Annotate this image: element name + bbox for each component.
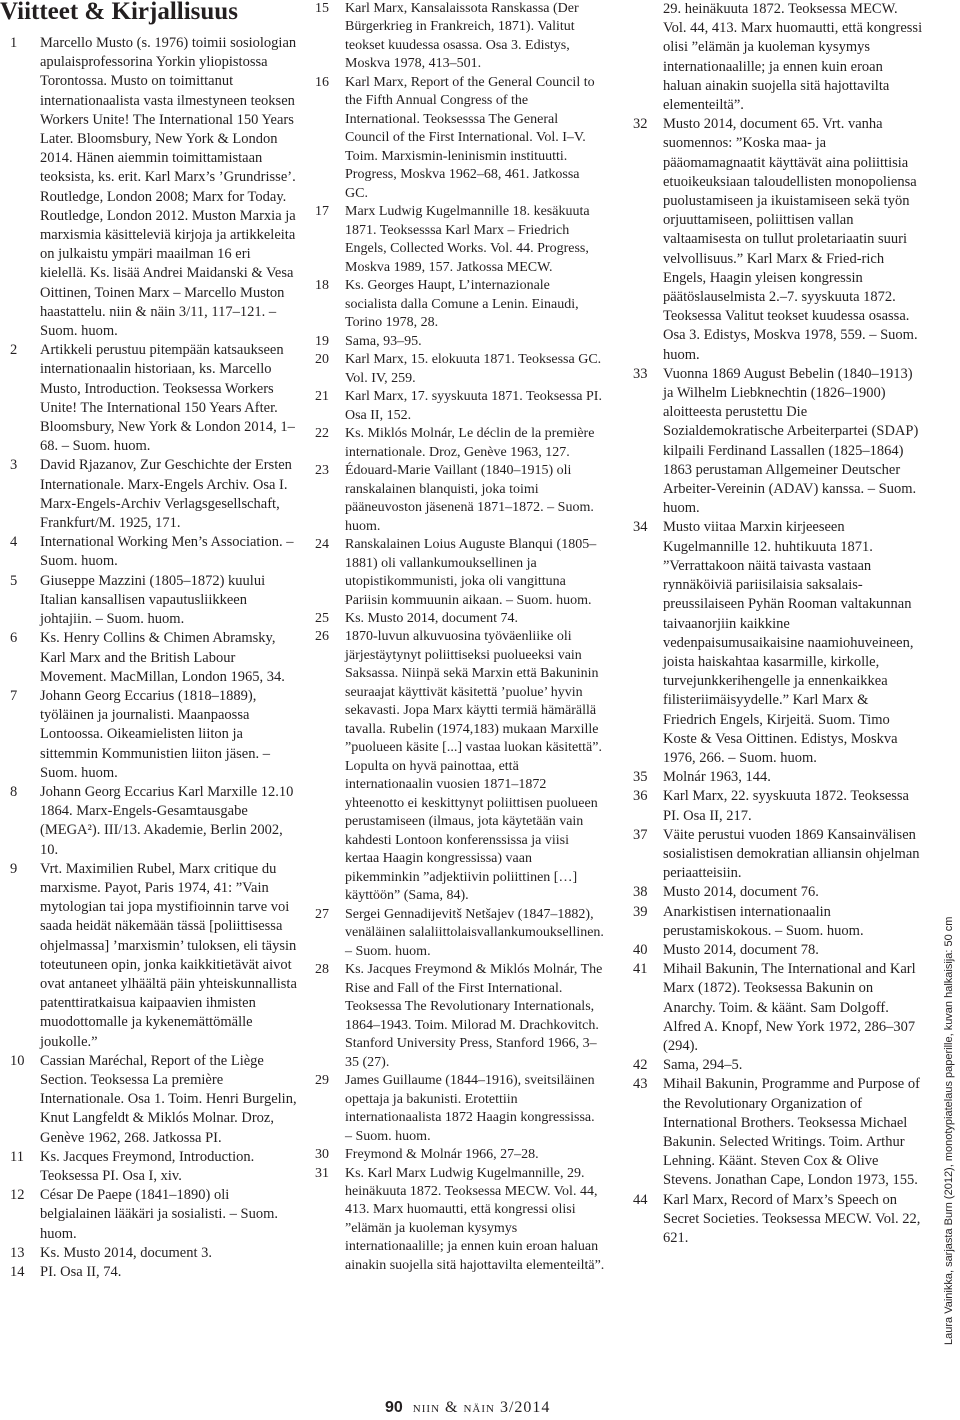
note-number: 41 [633,961,648,978]
note-number: 33 [633,365,648,382]
note-number: 42 [633,1057,648,1074]
note-number: 6 [10,630,18,647]
note-number: 3 [10,457,18,474]
note-text: Anarkistisen internationaalin perustamiskokous. – Suom. huom. [663,903,864,939]
note-text: Giuseppe Mazzini (1805–1872) kuului Italian kansallisen vapautusliikkeen johtajiin. – Suom. huom. [40,572,266,628]
note-number: 16 [315,74,329,90]
note-item [10,572,298,630]
note-item [10,34,298,341]
note-number: 43 [633,1076,648,1093]
note-item [315,203,605,277]
note-number: 38 [633,884,648,901]
note-item [633,365,923,519]
note-text: Ks. Jacques Freymond & Miklós Molnár, The Rise and Fall of the First International. Teoksessa The Revolutionary Internationals, 1864–1943. Toim. Milorad M. Drachkovitch. Stanford University Press, Stanford 1966, 3–35 (27). [345,962,603,1070]
note-text: Johann Georg Eccarius (1818–1889), työläinen ja journalisti. Maanpaossa Lontoossa. Oikeamielisten liiton ja sittemmin Kommunistien liiton jäsen. – Suom. huom. [40,687,270,781]
note-number: 18 [315,278,329,294]
note-number: 13 [10,1244,25,1261]
note-text: Ks. Miklós Molnár, Le déclin de la première internationale. Droz, Genève 1963, 127. [345,426,595,460]
note-number: 8 [10,783,18,800]
note-item [315,0,605,74]
note-text: Ks. Musto 2014, document 3. [40,1244,212,1261]
note-number: 27 [315,906,329,922]
note-number: 25 [315,610,329,626]
note-item [10,1186,298,1244]
note-number: 36 [633,788,648,805]
note-text: David Rjazanov, Zur Geschichte der Ersten Internationale. Marx-Engels Archiv. Osa I. Marx-Engels-Archiv Verlagsgesellschaft, Frankfurt/M. 1925, 171. [40,457,292,532]
note-text: César De Paepe (1841–1890) oli belgialainen lääkäri ja sosialisti. – Suom. huom. [40,1187,278,1242]
note-item [315,1072,605,1146]
note-item [315,74,605,203]
note-text: Ks. Henry Collins & Chimen Abramsky, Karl Marx and the British Labour Movement. MacMillan, London 1965, 34. [40,630,285,685]
note-item [10,1263,298,1282]
note-text: Väite perustui vuoden 1869 Kansainvälisen sosialistisen demokratian alliansin ohjelman periaatteisiin. [663,826,920,882]
note-item [633,941,923,960]
note-number: 29 [315,1073,329,1089]
note-item [315,277,605,332]
note-number: 23 [315,463,329,479]
note-number: 31 [315,1165,329,1181]
note-item [315,536,605,610]
note-text: Karl Marx, 17. syyskuuta 1871. Teoksessa PI. Osa II, 152. [345,389,602,423]
note-number: 14 [10,1264,25,1280]
note-number: 28 [315,962,329,978]
note-item [315,961,605,1072]
note-number: 4 [10,534,18,551]
note-item [633,1075,923,1190]
note-text: Mihail Bakunin, Programme and Purpose of the Revolutionary Organization of International Brothers. Teoksessa Michael Bakunin. Selected Writings. Toim. Arthur Lehning. Käänt. Steven Cox & Olive Stevens. Jonathan Cape, London 1973, 155. [663,1076,920,1189]
magazine-issue: niin & näin 3/2014 [412,1399,551,1416]
note-item [315,1146,605,1164]
note-number: 37 [633,826,648,843]
note-text: Vrt. Maximilien Rubel, Marx critique du marxisme. Payot, Paris 1974, 41: ”Vain mytologian tai jopa mystifioinnin tarve voi saada heidät näkemään tässä [poliittisessa ohjelmassa] ’marxismin’ tuloksen, eli täysin toteutuneen opin, jonka kaikkitietävät aivot ovat antaneet ylhäältä päin yhteiskunnallista patenttiratkaisua kaipaavien ihmisten muodottomalle ja kykenemättömälle joukolle.” [40,860,297,1050]
note-text: Karl Marx, 15. elokuuta 1871. Teoksessa GC. Vol. IV, 259. [345,352,602,386]
note-text: Freymond & Molnár 1966, 27–28. [345,1147,539,1163]
note-item [10,1052,298,1148]
note-item [10,629,298,687]
note-text: Musto 2014, document 78. [663,941,819,958]
note-item [633,768,923,787]
note-text: Marcello Musto (s. 1976) toimii sosiologian apulaisprofessorina Yorkin yliopistossa Torontossa. Musto on toimittanut internationaalista vasta ilmestyneen teoksen Workers Unite! The International 150 Years Later. Bloomsbury, New York & London 2014. Hänen aiemmin toimittamistaan teoksista, ks. erit. Karl Marx’s ’Grundrisse’. Routledge, London 2008; Marx for Today. Routledge, London 2012. Muston Marxia ja marxismia käsitteleviä kirjoja ja artikkeleita on julkaistu ympäri maailman 16 eri kielellä. Ks. lisää Andrei Maidanski & Vesa Oittinen, Toinen Marx – Marcello Muston haastattelu. niin & näin 3/11, 117–121. – Suom. huom. [40,35,297,340]
note-item [315,388,605,425]
note-item [10,687,298,783]
note-number: 17 [315,204,329,220]
note-number: 26 [315,629,329,645]
note-number: 39 [633,903,648,920]
note-text: Karl Marx, Kansalaissota Ranskassa (Der Bürgerkrieg in Frankreich, 1871). Valitut teokset kuudessa osassa. Osa 3. Edistys, Moskva 1978, 413–501. [345,1,579,72]
note-number: 1 [10,35,18,51]
note-text: Cassian Maréchal, Report of the Liège Section. Teoksessa La première Internationale. Osa 1. Toim. Henri Burgelin, Knut Langfeldt & Miklós Molnar. Droz, Genève 1962, 268. Jatkossa PI. [40,1052,297,1146]
note-number: 10 [10,1052,25,1069]
note-number: 12 [10,1187,25,1204]
note-text: Marx Ludwig Kugelmannille 18. kesäkuuta 1871. Teoksesssa Karl Marx – Friedrich Engels, Collected Works. Vol. 44. Progress, Moskva 1989, 157. Jatkossa MECW. [345,204,590,275]
note-item [633,0,923,115]
note-text: Ks. Jacques Freymond, Introduction. Teoksessa PI. Osa I, xiv. [40,1148,255,1184]
note-text: Karl Marx, Record of Marx’s Speech on Secret Societies. Teoksessa MECW. Vol. 22, 621. [663,1191,921,1246]
image-credit: Laura Vainikka, sarjasta Burn (2012), monotypiatelaus paperille, kuvan halkaisija: 50 cm [943,916,955,1345]
note-item [10,783,298,860]
note-text: Musto 2014, document 65. Vrt. vanha suomennos: ”Koska maa- ja pääomamagnaatit käyttävät aina poliittisia etuoikeuksiaan taloudellisten monopoliensa puolustamiseen ja ikuistamiseen sekä työn orjuuttamiseen, poliittisen vallan valtaamisesta on tullut proletariaatin suuri velvollisuus.” Karl Marx & Fried-rich Engels, Haagin yleisen kongressin päätöslauselmista 2.–7. syyskuuta 1872. Teoksessa Valitut teokset kuudessa osassa. Osa 3. Edistys, Moskva 1978, 559. – Suom. huom. [663,116,918,363]
note-text: Molnár 1963, 144. [663,769,771,786]
note-text: Musto 2014, document 76. [663,884,819,901]
notes-column-left [10,34,298,1282]
note-item [633,960,923,1056]
note-text: Ks. Karl Marx Ludwig Kugelmannille, 29. heinäkuuta 1872. Teoksessa MECW. Vol. 44, 413. Marx huomautti, että kongressi olisi ”elämän ja kuoleman kysymys internationaalille; ja ennen kuin eroan haluan ainakin suojella sitä hajottavilta elementeiltä”. [345,1165,605,1273]
note-text: Karl Marx, Report of the General Council to the Fifth Annual Congress of the International. Teoksesssa The General Council of the First International. Vol. I–V. Toim. Marxismin-leninismin instituutti. Progress, Moskva 1962–68, 461. Jatkossa GC. [345,74,595,201]
note-number: 34 [633,519,648,536]
note-item [10,860,298,1052]
note-text: Ks. Georges Haupt, L’internazionale socialista dalla Comune a Lenin. Einaudi, Torino 1978, 28. [345,278,579,331]
note-item [10,1244,298,1263]
note-item [315,462,605,536]
note-item [633,518,923,768]
note-text: James Guillaume (1844–1916), sveitsiläinen opettaja ja bakunisti. Erotettiin internationaalista 1872 Haagin kongressissa. – Suom. huom. [345,1073,595,1144]
note-number: 30 [315,1147,329,1163]
note-text: Musto viitaa Marxin kirjeeseen Kugelmannille 12. huhtikuuta 1871. ”Verrattakoon näitä taivasta vastaan rynnäköiviä pariisilaisia saksalais-preussilaiseen Pyhän Rooman valtakunnan taivaanorjiin kaikkine vedenpaisumusaikaisine naamiohuveineen, joista haiskahtaa kasarmille, kirkolle, turvejunkkerihengelle ja ennenkaikkea filisteriimäisyydelle.” Karl Marx & Friedrich Engels, Kirjeitä. Suom. Timo Koste & Vesa Oittinen. Edistys, Moskva 1976, 266. – Suom. huom. [663,519,914,766]
note-number: 11 [10,1148,24,1165]
note-text: International Working Men’s Association. – Suom. huom. [40,534,294,570]
note-item [315,1165,605,1276]
note-item [633,826,923,884]
note-item [315,425,605,462]
note-number: 7 [10,687,18,704]
note-text: Mihail Bakunin, The International and Karl Marx (1872). Teoksessa Bakunin on Anarchy. Toim. & käänt. Sam Dolgoff. Alfred A. Knopf, New York 1972, 286–307 (294). [663,961,916,1054]
note-item [10,456,298,533]
note-number: 40 [633,941,648,958]
note-text: Johann Georg Eccarius Karl Marxille 12.10 1864. Marx-Engels-Gesamtausgabe (MEGA²). III/13. Akademie, Berlin 2002, 10. [40,783,294,858]
note-number: 24 [315,537,329,553]
note-item [315,351,605,388]
note-number: 5 [10,572,18,589]
note-item [633,883,923,902]
note-item [633,115,923,365]
note-number: 15 [315,1,329,16]
note-text: Édouard-Marie Vaillant (1840–1915) oli ranskalainen blanquisti, joka toimi pääneuvoston jäsenenä 1871–1872. – Suom. huom. [345,463,594,534]
note-item [315,906,605,961]
note-item [315,333,605,351]
note-item [10,341,298,456]
note-text: Artikkeli perustuu pitempään katsaukseen internationaalin historiaan, ks. Marcello Musto, Introduction. Teoksessa Workers Unite! The International 150 Years After. Bloomsbury, New York & London 2014, 1–68. – Suom. huom. [40,342,295,455]
note-item [633,1056,923,1075]
note-item [633,787,923,825]
notes-column-middle [315,0,605,1275]
note-number: 32 [633,116,648,133]
note-item [633,1191,923,1249]
note-text: Sama, 294–5. [663,1057,743,1074]
note-item [10,533,298,571]
note-text: 29. heinäkuuta 1872. Teoksessa MECW. Vol. 44, 413. Marx huomautti, että kongressi olisi ”elämän ja kuoleman kysymys internationaalille; ja ennen kuin eroan haluan ainakin suojella sitä hajottavilta elementeiltä”. [663,1,923,114]
note-text: 1870-luvun alkuvuosina työväenliike oli järjestäytynyt poliittiseksi puolueeksi vain Saksassa. Niinpä sekä Marxin että Bakuninin seuraajat käyttivät käsitettä ’puolue’ hyvin sekavasti. Jopa Marx käytti termiä hämärällä tavalla. Rubelin (1974,183) mukaan Marxille ”puolueen käsite [...] vastaa luokan käsitettä”. Lopulta on hyvä painottaa, että internationaalin vuosien 1871–1872 yhteenotto ei keskittynyt poliittisen puolueen perustamiseen (ilmaus, jota käytetään vain kahdesti Lontoon konferenssissa ja viisi kertaa Haagin kongressissa) vaan pikemminkin ”adjektiivin poliittinen […] käyttöön” (Sama, 84). [345,629,602,904]
note-item [10,1148,298,1186]
note-item [315,628,605,905]
note-item [315,610,605,628]
note-item [633,903,923,941]
note-number: 19 [315,333,329,349]
note-number: 22 [315,426,329,442]
note-number: 2 [10,342,18,359]
note-text: Vuonna 1869 August Bebelin (1840–1913) ja Wilhelm Liebknechtin (1826–1900) aloitteesta perustettu Die Sozialdemokratische Arbeiterpartei (SDAP) kilpaili Ferdinand Lassallen (1825–1864) 1863 perustaman Allgemeiner Deutscher Arbeiter-Vereinin (ADAV) kanssa. – Suom. huom. [663,365,919,517]
note-number: 9 [10,860,18,877]
notes-column-right [633,0,923,1248]
note-number: 35 [633,769,648,786]
note-text: Sergei Gennadijevitš Netšajev (1847–1882), venäläinen salaliittolaisvallankumouksellinen. – Suom. huom. [345,906,604,959]
note-number [633,0,663,115]
note-number: 21 [315,389,329,405]
note-text: Karl Marx, 22. syyskuuta 1872. Teoksessa PI. Osa II, 217. [663,788,909,824]
note-text: Sama, 93–95. [345,333,422,349]
note-text: Ranskalainen Loius Auguste Blanqui (1805–1881) oli vallankumouksellinen ja utopistikommunisti, joka oli vangittuna Pariisin kommuunin aikaan. – Suom. huom. [345,537,597,608]
note-number: 44 [633,1191,648,1208]
page-title: Viitteet & Kirjallisuus [0,0,238,25]
note-text: Ks. Musto 2014, document 74. [345,610,519,626]
note-text: PI. Osa II, 74. [40,1264,122,1280]
page-footer [385,1398,550,1418]
page-number: 90 [385,1399,403,1416]
note-number: 20 [315,352,329,368]
